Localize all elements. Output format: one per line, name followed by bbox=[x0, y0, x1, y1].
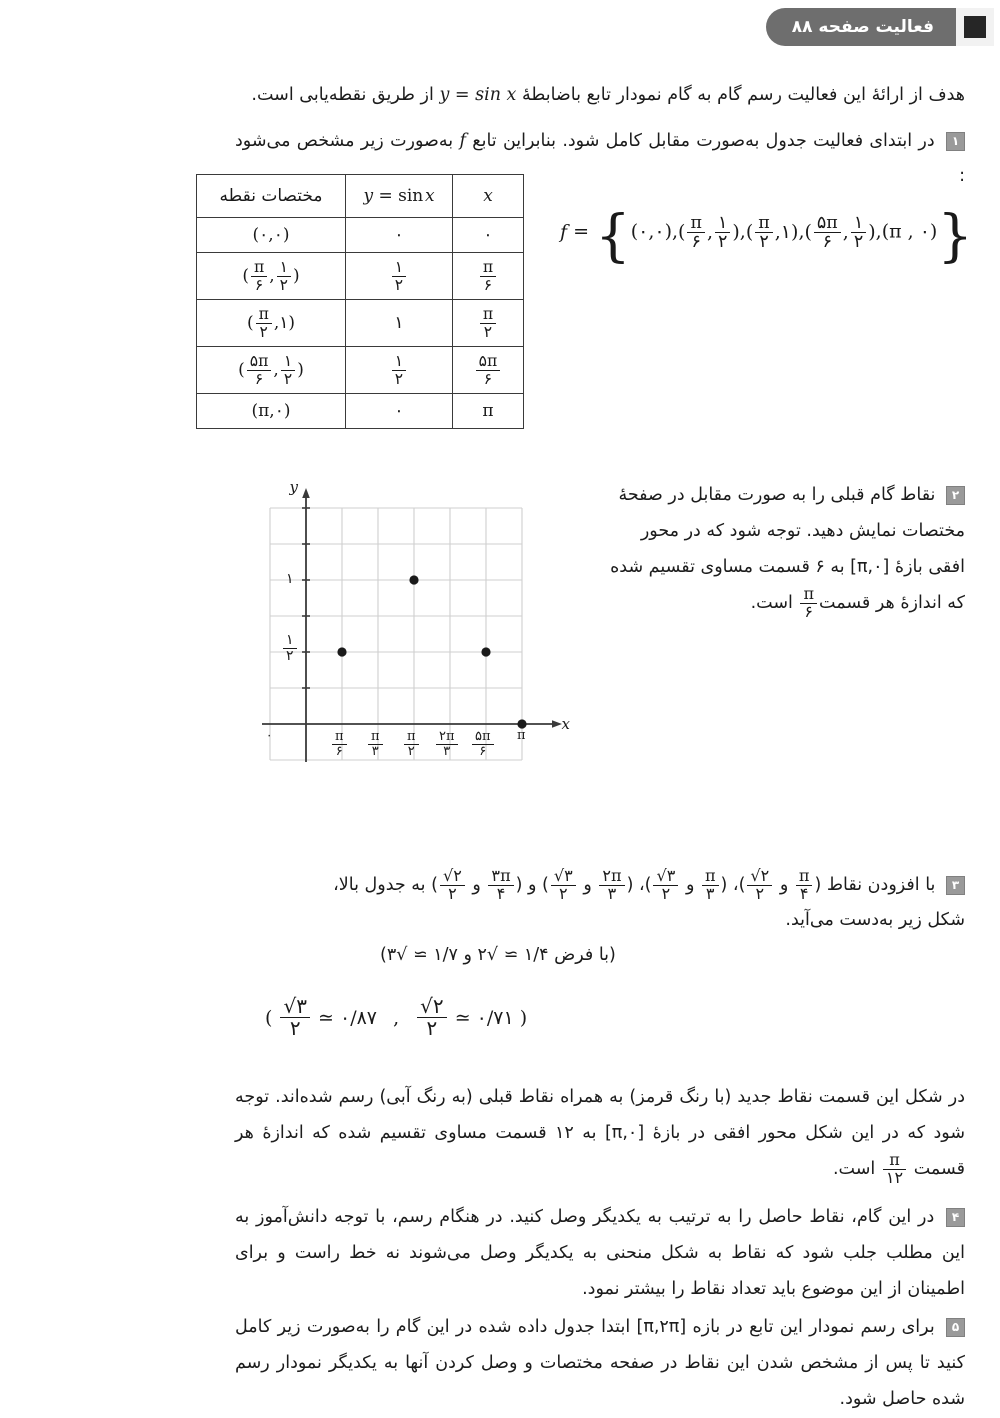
approx-a-num: √۳ bbox=[280, 996, 310, 1017]
chart-y-axis bbox=[302, 488, 310, 762]
approx-a-symbol: ≃ bbox=[318, 1007, 334, 1029]
cell-point-y-num: ۱ bbox=[277, 259, 291, 275]
approx-b-den: ۲ bbox=[417, 1017, 447, 1039]
y-tick-half-num: ۱ bbox=[283, 633, 297, 648]
set-item1-y-den: ۲ bbox=[715, 232, 730, 251]
cell-point bbox=[197, 394, 346, 429]
step-2-line1: نقاط گام قبلی را به صورت مقابل در صفحهٔ bbox=[618, 485, 935, 505]
set-formula-open-brace: { bbox=[595, 220, 631, 255]
set-formula-sep-0: , bbox=[672, 221, 678, 243]
cell-point-y-value: ۱ bbox=[279, 313, 288, 333]
x-tick-2-fraction bbox=[368, 730, 383, 758]
cell-point bbox=[197, 253, 346, 300]
cell-point bbox=[197, 347, 346, 394]
cell-x-fraction bbox=[480, 259, 496, 293]
cell-point-value: (۰,۰) bbox=[253, 225, 290, 245]
cell-y-num: ۱ bbox=[392, 259, 406, 275]
pair2-y-den: ۲ bbox=[551, 885, 576, 903]
set-item3-y-den: ۲ bbox=[851, 232, 866, 251]
note-frac-den: ۱۲ bbox=[883, 1169, 906, 1187]
data-point bbox=[337, 647, 346, 656]
set-formula-item-0: (۰,۰) bbox=[631, 221, 672, 243]
red-blue-note-paragraph bbox=[235, 1080, 965, 1188]
set-item3-y-num: ۱ bbox=[851, 214, 866, 232]
step-3-text-b: ) به جدول بالا، bbox=[333, 875, 438, 895]
step-2-line4-a: قسمت bbox=[819, 593, 870, 613]
step-2-line3: بازهٔ [۰,π] به ۶ قسمت مساوی تقسیم شده که اندازهٔ هر bbox=[610, 557, 965, 613]
x-tick-5-num: ۵π bbox=[472, 730, 494, 744]
approx-b-num: √۲ bbox=[417, 996, 447, 1017]
set-item1-y-num: ۱ bbox=[715, 214, 730, 232]
data-point bbox=[481, 647, 490, 656]
pair2-x-num: ۲π bbox=[599, 868, 624, 885]
x-tick-0-text: ۰ bbox=[266, 728, 272, 742]
table-header-y-label: y = sin x bbox=[363, 186, 434, 206]
cell-point bbox=[197, 300, 346, 347]
approx-b-fraction bbox=[417, 996, 447, 1039]
y-tick-1-text: ۱ bbox=[286, 571, 294, 587]
cell-x-num: π bbox=[480, 259, 496, 275]
x-tick-3-num: π bbox=[404, 730, 419, 744]
cell-x bbox=[453, 394, 524, 429]
cell-y bbox=[346, 300, 453, 347]
table-row bbox=[197, 300, 524, 347]
set-formula-sep-2: , bbox=[798, 221, 804, 243]
cell-point-x-num: π bbox=[256, 306, 272, 322]
pair3-x-num: ۳π bbox=[488, 868, 513, 885]
chart-gridlines bbox=[270, 508, 522, 760]
step-3-pair-3: $\frac{۳\pi}{۴}$ و $\frac{√۲}{۲}$ bbox=[438, 875, 516, 895]
cell-x-den: ۶ bbox=[476, 370, 501, 387]
x-tick-5-den: ۶ bbox=[472, 744, 494, 759]
table-header-point bbox=[197, 175, 346, 218]
cell-x-den: ۶ bbox=[480, 276, 496, 293]
intro-paragraph bbox=[235, 78, 965, 113]
x-tick-3-fraction bbox=[404, 730, 419, 758]
table-row bbox=[197, 347, 524, 394]
pair3-x-den: ۴ bbox=[488, 885, 513, 903]
set-item2-x-den: ۲ bbox=[755, 232, 772, 251]
step-5-text: برای رسم نمودار این تابع در بازه [π,۲π] ابتدا جدول داده شده در این گام را به‌صورت زیر کامل کنید تا پس از مشخص شدن این نقاط در صفحه مختصات و وصل کردن آنها به یکدیگر نمودار رسم شده حاصل شود. bbox=[235, 1317, 965, 1409]
pair3-y-den: ۲ bbox=[440, 885, 465, 903]
step-3-text-a: با افزودن نقاط ( bbox=[814, 875, 935, 895]
step-5-paragraph bbox=[235, 1310, 965, 1418]
step-1-badge: ۱ bbox=[946, 132, 965, 151]
chart-x-axis bbox=[262, 720, 562, 728]
y-tick-half-fraction bbox=[283, 633, 297, 663]
cell-y bbox=[346, 253, 453, 300]
note-fraction-pi-over-12 bbox=[883, 1152, 906, 1187]
step-4-badge: ۴ bbox=[946, 1208, 965, 1227]
pair1-x-den: ۳ bbox=[702, 885, 719, 903]
y-tick-half-den: ۲ bbox=[283, 648, 297, 664]
set-item1-x-num: π bbox=[687, 214, 704, 232]
step-2-line4-b: است. bbox=[751, 593, 793, 613]
x-tick-1-den: ۶ bbox=[332, 744, 347, 759]
approx-b-symbol: ≃ bbox=[455, 1007, 471, 1029]
data-point bbox=[409, 575, 418, 584]
cell-y-fraction bbox=[392, 353, 406, 387]
cell-point bbox=[197, 218, 346, 253]
pair1-y-den: ۲ bbox=[653, 885, 678, 903]
x-tick-6-text: π bbox=[517, 728, 526, 743]
step-2-fraction-pi-over-6 bbox=[800, 586, 817, 621]
chart-svg bbox=[258, 478, 598, 788]
approx-separator: , bbox=[383, 1007, 409, 1029]
step-1-text-a: در ابتدای فعالیت جدول به‌صورت مقابل کامل شود. بنابراین تابع bbox=[472, 131, 934, 151]
set-formula-item-1: ( $\frac{\pi}{۶}$ , $\frac{۱}{۲}$ ) bbox=[678, 221, 740, 243]
set-formula-equals: = bbox=[573, 221, 589, 243]
step-3-pair-0: $\frac{\pi}{۴}$ و $\frac{√۲}{۲}$ bbox=[745, 875, 814, 895]
intro-text-after: از طریق نقطه‌یابی است. bbox=[251, 85, 433, 105]
cell-x-value: ۰ bbox=[483, 225, 492, 245]
activity-title-text: فعالیت صفحه ۸۸ bbox=[792, 17, 934, 37]
set-formula-item-4: (π , ۰) bbox=[882, 221, 938, 243]
step-5-badge: ۵ bbox=[946, 1318, 965, 1337]
y-axis-label: y bbox=[289, 478, 299, 496]
cell-x bbox=[453, 253, 524, 300]
step-2-frac-num: π bbox=[800, 586, 817, 603]
set-item2-x-num: π bbox=[755, 214, 772, 232]
pair3-y-num: √۲ bbox=[440, 868, 465, 885]
coordinate-plane-chart bbox=[258, 478, 598, 788]
approx-a-den: ۲ bbox=[280, 1017, 310, 1039]
cell-point-x-num: π bbox=[251, 259, 267, 275]
sine-values-table bbox=[196, 174, 524, 429]
pair0-y-num: √۲ bbox=[747, 868, 772, 885]
set-item2-y: ۱ bbox=[781, 221, 791, 243]
intro-text-before: هدف از ارائهٔ این فعالیت رسم گام به گام نمودار تابع باضابطهٔ bbox=[522, 85, 965, 105]
x-tick-label-3 bbox=[402, 730, 421, 758]
cell-y-den: ۲ bbox=[392, 276, 406, 293]
step-4-paragraph bbox=[235, 1200, 965, 1308]
pair0-x-den: ۴ bbox=[796, 885, 813, 903]
table-header-row bbox=[197, 175, 524, 218]
header-black-square-icon bbox=[964, 16, 986, 38]
x-tick-2-den: ۳ bbox=[368, 744, 383, 759]
table-row bbox=[197, 394, 524, 429]
cell-point-x-den: ۲ bbox=[256, 323, 272, 340]
activity-title-pill bbox=[766, 8, 956, 46]
cell-x-num: π bbox=[480, 306, 496, 322]
step-4-text: در این گام، نقاط حاصل را به ترتیب به یکدیگر وصل کنید. در هنگام رسم، با توجه دانش‌آموز به این مطلب جلب شود که نقاط به شکل منحنی به یکدیگر وصل می‌شوند نه خط راست و برای اطمینان از این موضوع باید تعداد نقاط را بیشتر نمود. bbox=[235, 1207, 965, 1299]
set-formula-sep-3: , bbox=[876, 221, 882, 243]
cell-point-pair: ( $\frac{\pi}{۶}$ , $\frac{۱}{۲}$ ) bbox=[242, 259, 299, 293]
header-square-decoration bbox=[956, 8, 994, 46]
approx-close-paren: ) bbox=[520, 1007, 527, 1029]
step-2-line2: مختصات نمایش دهید. توجه شود که در محور افقی bbox=[641, 521, 965, 577]
x-tick-3-den: ۲ bbox=[404, 744, 419, 759]
pair0-x-num: π bbox=[796, 868, 813, 885]
approximation-values bbox=[265, 996, 527, 1039]
x-axis-label: x bbox=[562, 715, 571, 733]
set-formula-lhs: f bbox=[560, 221, 567, 243]
cell-y bbox=[346, 347, 453, 394]
cell-x bbox=[453, 347, 524, 394]
cell-y bbox=[346, 394, 453, 429]
cell-x bbox=[453, 218, 524, 253]
cell-point-value: (π,۰) bbox=[252, 401, 291, 421]
pair2-y-num: √۳ bbox=[551, 868, 576, 885]
table-row bbox=[197, 253, 524, 300]
x-tick-label-6 bbox=[517, 728, 526, 743]
table-header-y bbox=[346, 175, 453, 218]
note-line1: در شکل این قسمت نقاط جدید (با رنگ قرمز) به همراه نقاط قبلی (به رنگ آبی) رسم شده‌اند. توجه bbox=[235, 1087, 965, 1107]
x-tick-1-fraction bbox=[332, 730, 347, 758]
table-body bbox=[197, 218, 524, 429]
x-tick-label-0 bbox=[266, 728, 272, 742]
step-3-line2: شکل زیر به‌دست می‌آید. bbox=[785, 910, 965, 930]
x-tick-4-fraction bbox=[436, 730, 458, 758]
cell-point-x-num: ۵π bbox=[247, 353, 272, 369]
set-item3-x-num: ۵π bbox=[814, 214, 841, 232]
cell-y-fraction bbox=[392, 259, 406, 293]
table-row bbox=[197, 218, 524, 253]
step-1-function-var: f bbox=[459, 124, 465, 159]
step-2-paragraph bbox=[600, 478, 965, 622]
approx-open-paren: ( bbox=[265, 1007, 272, 1029]
cell-x-fraction bbox=[476, 353, 501, 387]
set-item3-x-den: ۶ bbox=[814, 232, 841, 251]
note-line3-b: است. bbox=[833, 1159, 875, 1179]
approx-a-fraction bbox=[280, 996, 310, 1039]
y-axis-arrowhead bbox=[302, 488, 310, 498]
sine-values-table-wrapper bbox=[196, 174, 524, 429]
cell-x-num: ۵π bbox=[476, 353, 501, 369]
intro-formula: y = sin x bbox=[439, 78, 516, 113]
cell-y-value: ۱ bbox=[394, 313, 403, 333]
table-header-point-label: مختصات نقطه bbox=[220, 186, 323, 206]
cell-y-value: ۰ bbox=[394, 401, 403, 421]
set-item1-x-den: ۶ bbox=[687, 232, 704, 251]
step-3-pair-2: $\frac{۲\pi}{۳}$ و $\frac{√۳}{۲}$ bbox=[549, 875, 627, 895]
pair1-y-num: √۳ bbox=[653, 868, 678, 885]
cell-y-num: ۱ bbox=[392, 353, 406, 369]
set-formula-sep-1: , bbox=[740, 221, 746, 243]
approx-b-value: ۰/۷۱ bbox=[477, 1007, 514, 1029]
cell-x-den: ۲ bbox=[480, 323, 496, 340]
x-tick-4-den: ۳ bbox=[436, 744, 458, 759]
step-3-pair-1: $\frac{\pi}{۳}$ و $\frac{√۳}{۲}$ bbox=[651, 875, 720, 895]
page-header-banner bbox=[740, 8, 1000, 48]
set-formula-close-brace: } bbox=[937, 220, 973, 255]
step-3-line3: (با فرض ۱/۴ ≃ √۲ و ۱/۷ ≃ √۳) bbox=[235, 938, 965, 973]
cell-point-pair: ( $\frac{\pi}{۲}$ ,۱) bbox=[247, 306, 295, 340]
pair0-y-den: ۲ bbox=[747, 885, 772, 903]
x-tick-2-num: π bbox=[368, 730, 383, 744]
cell-y-value: ۰ bbox=[394, 225, 403, 245]
pair1-x-num: π bbox=[702, 868, 719, 885]
cell-y bbox=[346, 218, 453, 253]
x-tick-label-5 bbox=[470, 730, 496, 758]
x-tick-4-num: ۲π bbox=[436, 730, 458, 744]
cell-x-value: π bbox=[482, 401, 493, 421]
x-tick-label-2 bbox=[366, 730, 385, 758]
table-header-x bbox=[453, 175, 524, 218]
y-tick-label-1 bbox=[286, 571, 294, 587]
y-tick-label-half bbox=[281, 633, 299, 663]
cell-y-den: ۲ bbox=[392, 370, 406, 387]
x-tick-label-1 bbox=[330, 730, 349, 758]
step-3-paragraph: ۳ با افزودن نقاط ( $\frac{\pi}{۴}$ و $\frac{√۲}{۲}$ )، ( $\frac{\pi}{۳}$ و $\frac{√۳}{۲}$ )، ( $\frac{۲\pi}{۳}$ و $\frac{√۳}{۲}$ ) و ( $\frac{۳\pi}{۴}$ و $\frac{√۲}{۲}$ ) به جدول بالا، شکل زیر به‌دست می‌آید. (با فرض ۱/۴ ≃ √۲ و ۱/۷ ≃ √۳) bbox=[235, 868, 965, 973]
table-header-x-label: x bbox=[483, 186, 493, 206]
x-axis-arrowhead bbox=[552, 720, 562, 728]
x-tick-5-fraction bbox=[472, 730, 494, 758]
step-2-frac-den: ۶ bbox=[800, 603, 817, 621]
function-set-formula bbox=[560, 214, 980, 254]
cell-x-fraction bbox=[480, 306, 496, 340]
cell-point-x-den: ۶ bbox=[251, 276, 267, 293]
cell-x bbox=[453, 300, 524, 347]
step-2-badge: ۲ bbox=[946, 486, 965, 505]
cell-point-pair: ( $\frac{۵\pi}{۶}$ , $\frac{۱}{۲}$ ) bbox=[238, 353, 304, 387]
step-3-badge: ۳ bbox=[946, 876, 965, 895]
step-1-text-b: به‌صورت زیر مشخص می‌شود : bbox=[235, 131, 965, 186]
note-frac-num: π bbox=[883, 1152, 906, 1169]
set-formula-item-2: ( $\frac{\pi}{۲}$ ,۱) bbox=[746, 221, 799, 243]
note-line2: شود که در این شکل محور افقی در بازهٔ [۰,π] به ۱۲ قسمت مساوی تقسیم شده که اندازهٔ هر قسمت bbox=[235, 1123, 965, 1179]
x-tick-label-4 bbox=[434, 730, 460, 758]
pair2-x-den: ۳ bbox=[599, 885, 624, 903]
cell-point-y-den: ۲ bbox=[277, 276, 291, 293]
x-tick-1-num: π bbox=[332, 730, 347, 744]
cell-point-y-num: ۱ bbox=[281, 353, 295, 369]
set-formula-item-3: ( $\frac{۵\pi}{۶}$ , $\frac{۱}{۲}$ ) bbox=[804, 221, 875, 243]
approx-a-value: ۰/۸۷ bbox=[340, 1007, 377, 1029]
cell-point-x-den: ۶ bbox=[247, 370, 272, 387]
cell-point-y-den: ۲ bbox=[281, 370, 295, 387]
